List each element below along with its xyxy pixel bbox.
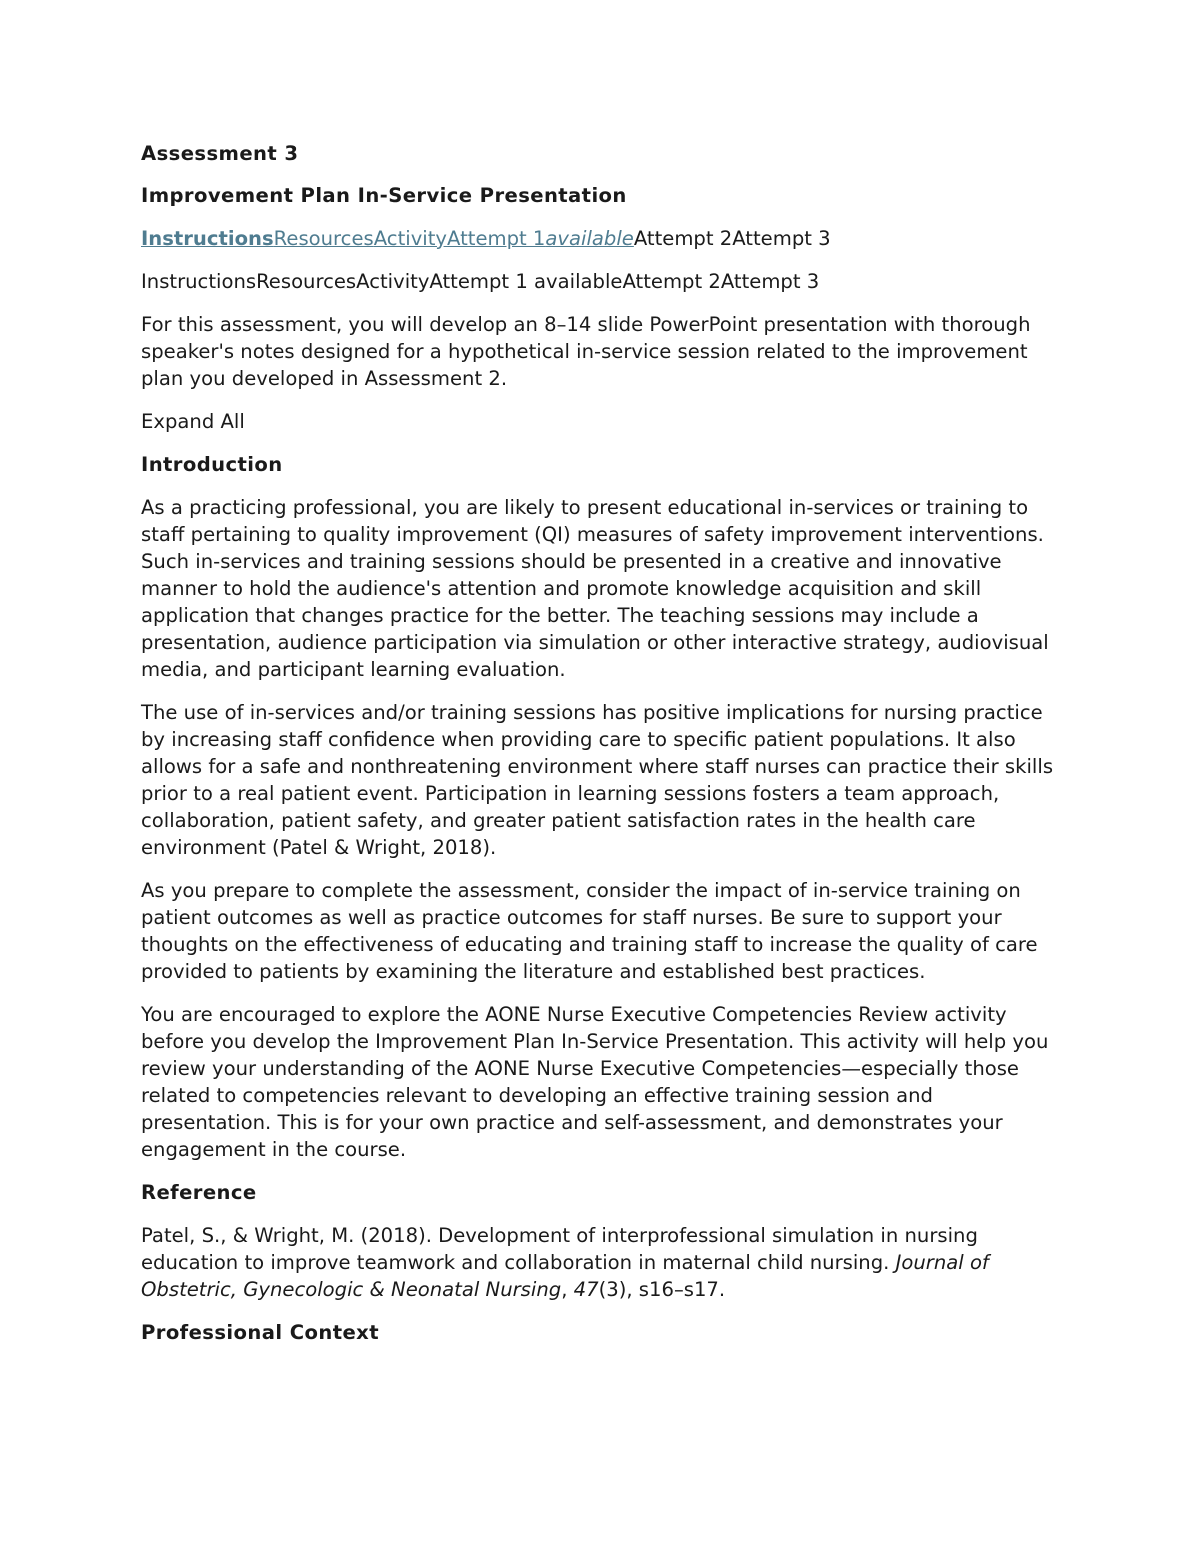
expand-all-button[interactable]: Expand All xyxy=(141,410,245,433)
citation-text: Patel, S., & Wright, M. (2018). Development of interprofessional simulation in nursing education to improve teamwork and collaboration in maternal child nursing. xyxy=(141,1224,978,1274)
tab-activity[interactable]: Activity xyxy=(373,227,448,250)
introduction-heading: Introduction xyxy=(141,453,283,476)
professional-context-heading: Professional Context xyxy=(141,1321,379,1344)
tab-instructions[interactable]: Instructions xyxy=(141,227,274,250)
plain-tab-bar: InstructionsResourcesActivityAttempt 1 availableAttempt 2Attempt 3 xyxy=(141,270,820,293)
tab-attempt-3: Attempt 3 xyxy=(732,227,831,250)
intro-paragraph: For this assessment, you will develop an 8–14 slide PowerPoint presentation with thorough speaker's notes designed for a hypothetical in-service session related to the improvement plan you developed in Assessment 2. xyxy=(141,313,1031,390)
citation-journal: Journal of Obstetric, Gynecologic & Neonatal Nursing xyxy=(141,1251,989,1301)
citation-issue-pages: (3), s16–s17. xyxy=(598,1278,726,1301)
document-title: Assessment 3 xyxy=(141,142,299,165)
tab-attempt-1-status: available xyxy=(545,227,634,250)
citation-comma: , xyxy=(561,1278,574,1301)
reference-heading: Reference xyxy=(141,1181,257,1204)
citation-volume: 47 xyxy=(573,1278,599,1301)
introduction-paragraph-1: As a practicing professional, you are likely to present educational in-services or training to staff pertaining to quality improvement (QI) measures of safety improvement interventions. Such in-services and training sessions should be presented in a creative and innovative manner to hold the audience's attention and promote knowledge acquisition and skill application that changes practice for the better. The teaching sessions may include a presentation, audience participation via simulation or other interactive strategy, audiovisual media, and participant learning evaluation. xyxy=(141,496,1049,681)
introduction-paragraph-3: As you prepare to complete the assessment, consider the impact of in-service training on patient outcomes as well as practice outcomes for staff nurses. Be sure to support your thoughts on the effectiveness of educating and training staff to increase the quality of care provided to patients by examining the literature and established best practices. xyxy=(141,879,1038,983)
introduction-paragraph-4: You are encouraged to explore the AONE Nurse Executive Competencies Review activity before you develop the Improvement Plan In-Service Presentation. This activity will help you review your understanding of the AONE Nurse Executive Competencies—especially those related to competencies relevant to developing an effective training session and presentation. This is for your own practice and self-assessment, and demonstrates your engagement in the course. xyxy=(141,1003,1049,1161)
document-subtitle: Improvement Plan In-Service Presentation xyxy=(141,184,627,207)
document-page xyxy=(141,140,1066,1362)
tab-attempt-1-label: Attempt 1 xyxy=(447,227,546,250)
introduction-paragraph-2: The use of in-services and/or training sessions has positive implications for nursing practice by increasing staff confidence when providing care to specific patient populations. It also allows for a safe and nonthreatening environment where staff nurses can practice their skills prior to a real patient event. Participation in learning sessions fosters a team approach, collaboration, patient safety, and greater patient satisfaction rates in the health care environment (Patel & Wright, 2018). xyxy=(141,701,1054,859)
tab-attempt-2: Attempt 2 xyxy=(633,227,733,250)
tab-resources[interactable]: Resources xyxy=(273,227,374,250)
reference-citation xyxy=(141,1222,1066,1303)
tab-attempt-1[interactable] xyxy=(447,227,634,250)
linked-tab-bar xyxy=(141,225,1066,252)
